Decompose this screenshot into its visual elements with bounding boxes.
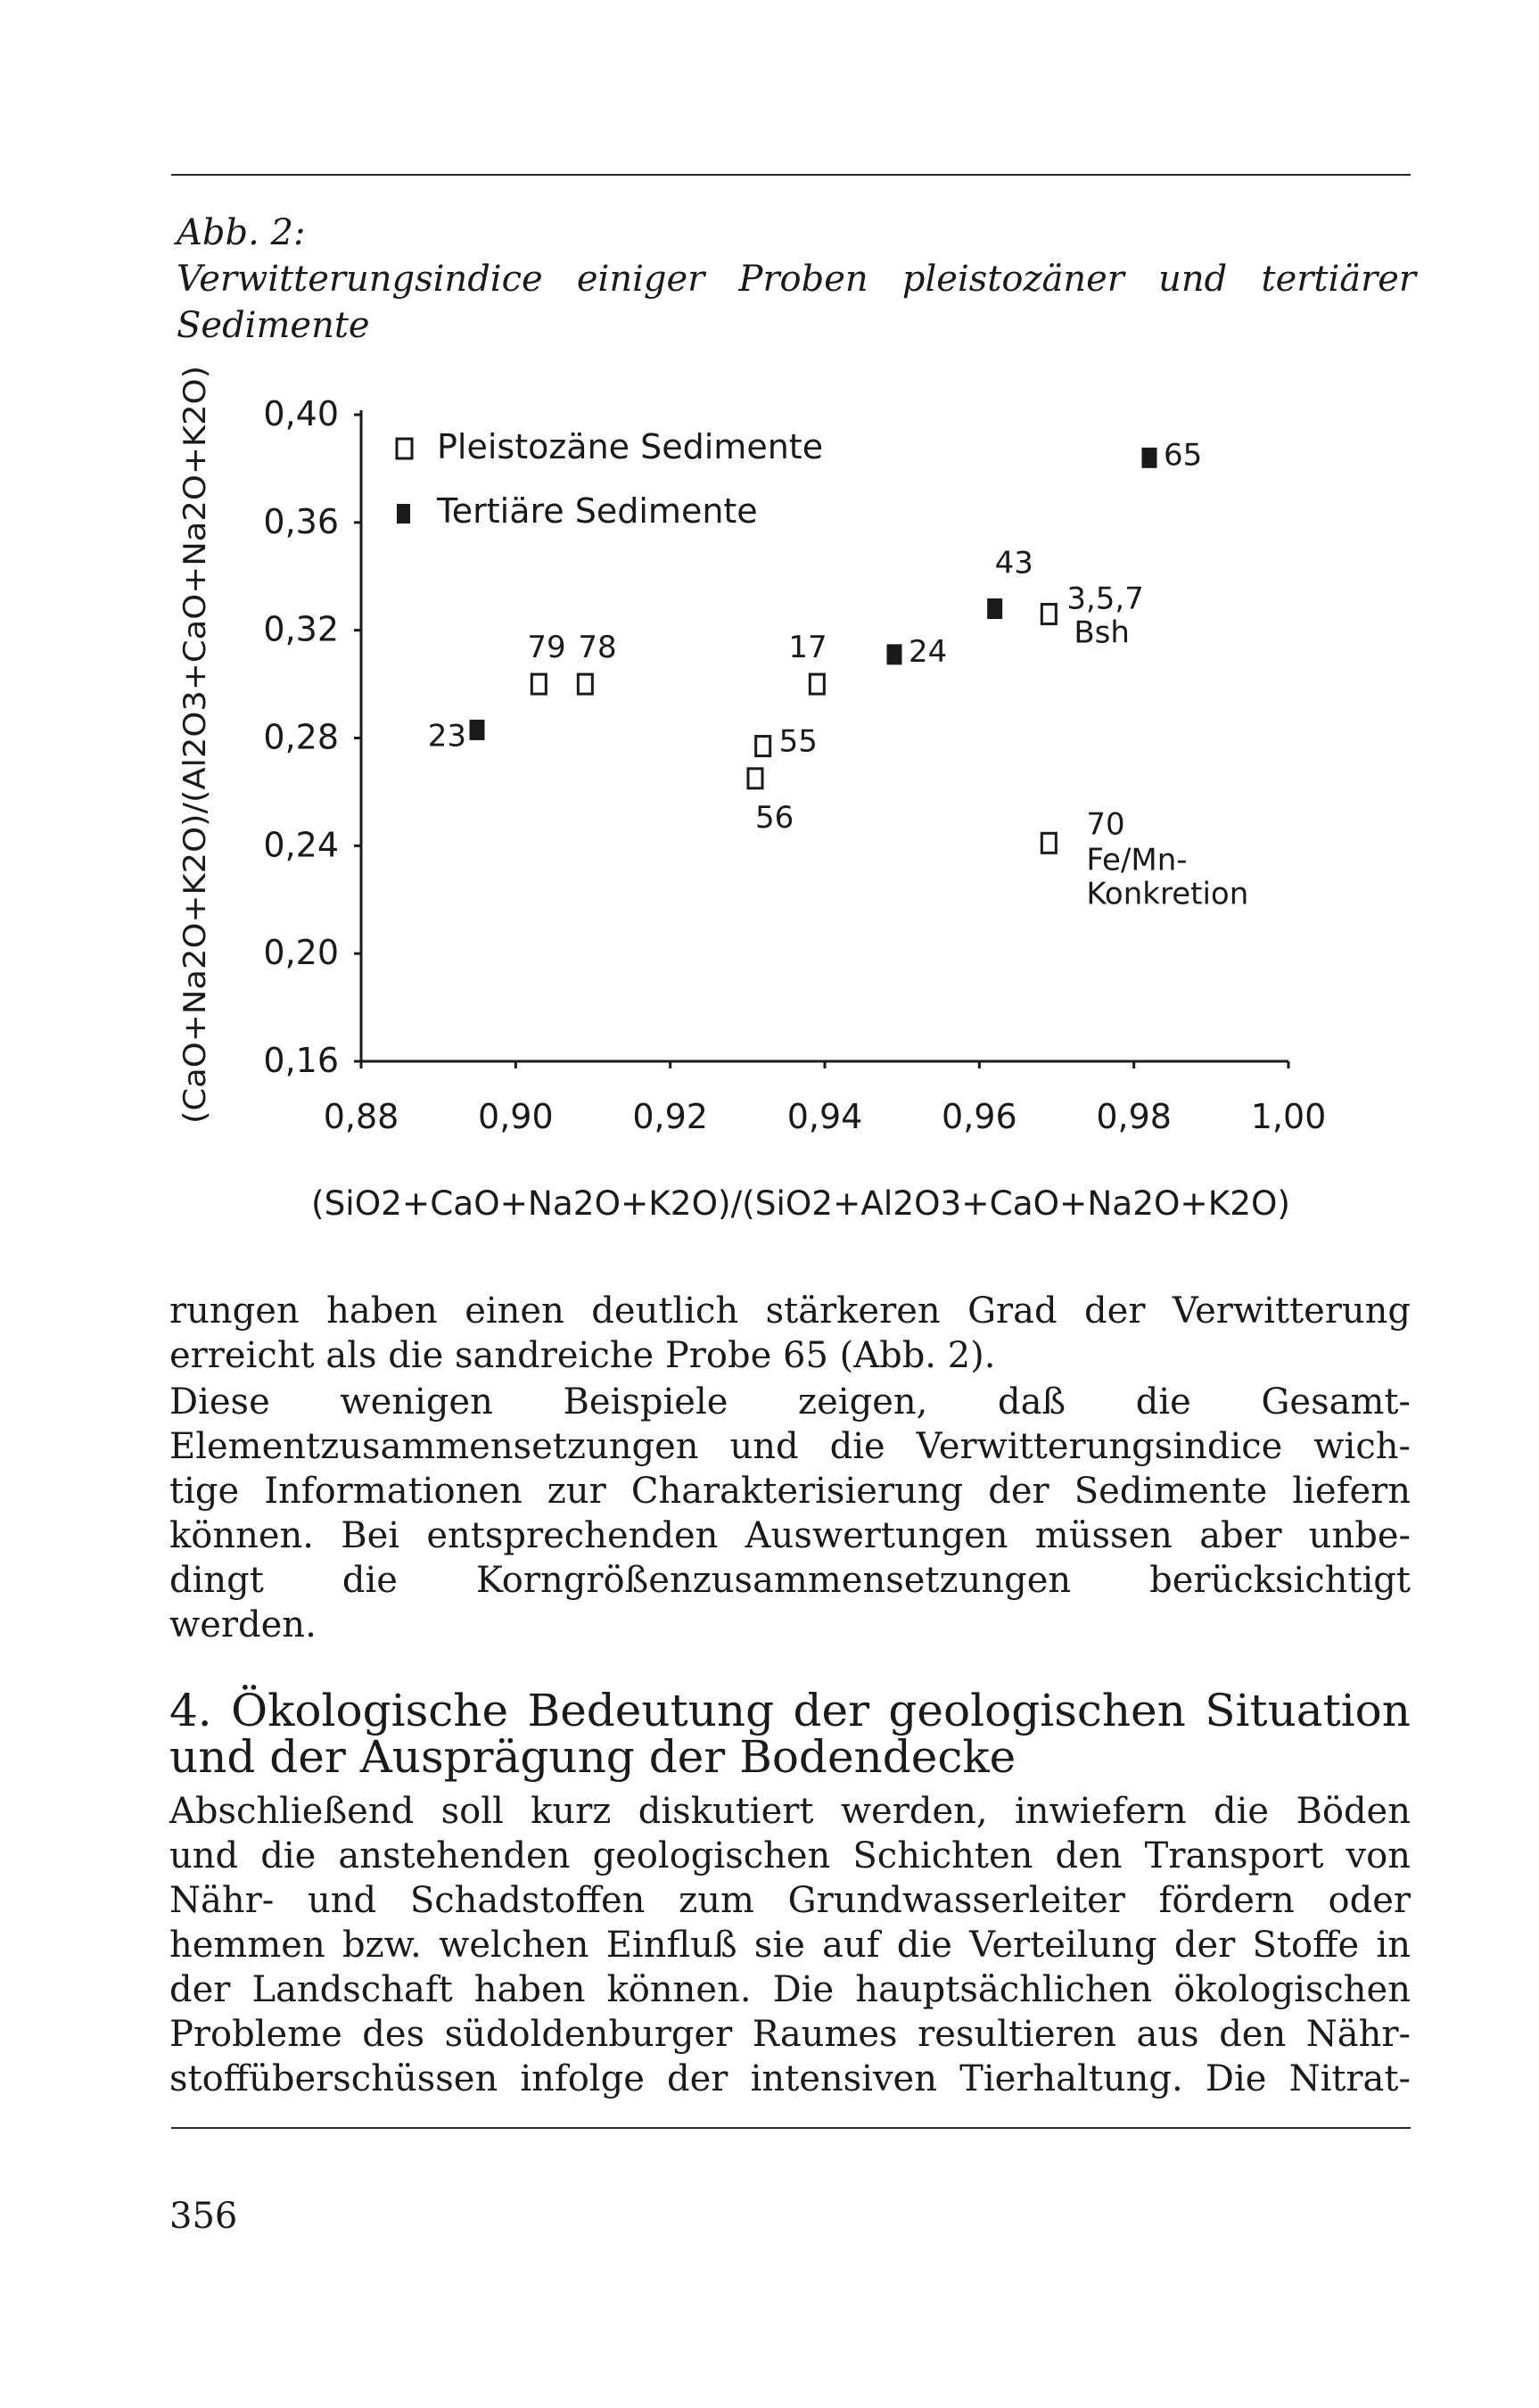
sample-label: 43 xyxy=(994,545,1033,581)
y-tick-label: 0,28 xyxy=(263,717,339,757)
x-tick-label: 0,96 xyxy=(942,1097,1017,1136)
text-line: werden. xyxy=(169,1604,317,1645)
text-line: können. Bei entsprechenden Auswertungen müssen aber unbe- xyxy=(169,1515,1411,1556)
weathering-index-scatter-chart xyxy=(160,366,1355,1249)
pleistozaen-sample-marker xyxy=(810,674,824,694)
pleistozaen-sample-marker xyxy=(1041,833,1056,853)
text-line: rungen haben einen deutlich stärkeren Grad der Verwitterung xyxy=(169,1291,1411,1332)
x-tick-label: 0,88 xyxy=(323,1097,399,1136)
y-tick-label: 0,32 xyxy=(263,609,339,649)
heading-line-1: 4. Ökologische Bedeutung der geologischen Situation xyxy=(169,1685,1411,1736)
paragraph-3 xyxy=(169,1789,1411,2101)
legend-open-square-marker xyxy=(397,439,412,458)
sample-label: 79 xyxy=(527,630,566,666)
sample-label: 23 xyxy=(427,718,466,755)
x-tick-label: 1,00 xyxy=(1250,1097,1327,1136)
text-line: stoffüberschüssen infolge der intensiven Tierhaltung. Die Nitrat- xyxy=(169,2058,1411,2099)
pleistozaen-sample-marker xyxy=(1041,605,1056,624)
y-tick-labels xyxy=(263,394,339,1080)
y-tick-label: 0,16 xyxy=(263,1041,339,1080)
x-tick-labels xyxy=(324,1097,1327,1136)
sample-label: 24 xyxy=(909,633,948,670)
text-line: tige Informationen zur Charakterisierung der Sedimente liefern xyxy=(169,1471,1411,1512)
tertiaer-sample-marker xyxy=(988,599,1002,619)
y-axis-label: (CaO+Na2O+K2O)/(Al2O3+CaO+Na2O+K2O) xyxy=(177,425,213,1124)
text-line: hemmen bzw. welchen Einfluß sie auf die Verteilung der Stoffe in xyxy=(169,1925,1411,1966)
text-line: Probleme des südoldenburger Raumes resultieren aus den Nähr- xyxy=(169,2014,1411,2055)
paragraph-1 xyxy=(169,1289,1411,1378)
y-tick-label: 0,40 xyxy=(263,394,339,433)
sample-label: 56 xyxy=(755,799,794,836)
pleistozaen-sample-marker xyxy=(748,769,762,788)
figure-caption xyxy=(177,210,1416,349)
section-heading xyxy=(169,1685,1411,1783)
legend-tertiaer-label: Tertiäre Sedimente xyxy=(437,491,758,531)
pleistozaen-sample-marker xyxy=(578,674,592,694)
y-tick-label: 0,24 xyxy=(263,825,339,865)
y-tick-label: 0,36 xyxy=(263,501,339,541)
tertiaer-sample-marker xyxy=(887,645,901,664)
text-line: Nähr- und Schadstoffen zum Grundwasserleiter fördern oder xyxy=(169,1880,1411,1921)
text-line: erreicht als die sandreiche Probe 65 (Abb. 2). xyxy=(169,1335,996,1376)
x-tick-label: 0,90 xyxy=(478,1097,554,1136)
x-tick-label: 0,98 xyxy=(1096,1097,1172,1136)
tertiaer-sample-marker xyxy=(1142,448,1156,467)
sample-label: Bsh xyxy=(1074,614,1130,651)
pleistozaen-sample-marker xyxy=(756,737,770,756)
figure-label: Abb. 2: xyxy=(177,212,306,253)
pleistozaen-sample-marker xyxy=(531,674,546,694)
text-line: dingt die Korngrößenzusammensetzungen berücksichtigt xyxy=(169,1560,1411,1601)
x-tick-label: 0,92 xyxy=(632,1097,708,1136)
heading-line-2: und der Ausprägung der Bodendecke xyxy=(169,1731,1016,1783)
text-line: Diese wenigen Beispiele zeigen, daß die Gesamt- xyxy=(169,1381,1411,1423)
x-tick-label: 0,94 xyxy=(786,1097,863,1136)
sample-label: 17 xyxy=(788,630,827,666)
text-line: Elementzusammensetzungen und die Verwitterungsindice wich- xyxy=(169,1426,1411,1467)
page-number: 356 xyxy=(169,2196,238,2237)
text-line: Abschließend soll kurz diskutiert werden, inwiefern die Böden xyxy=(169,1791,1411,1832)
bottom-rule xyxy=(171,2127,1411,2129)
y-tick-label: 0,20 xyxy=(263,933,339,973)
top-rule xyxy=(171,174,1411,176)
sample-label: 3,5,7 xyxy=(1066,581,1144,617)
tertiaer-sample-marker xyxy=(470,720,484,739)
chart-legend xyxy=(397,427,823,531)
sample-label: 65 xyxy=(1164,437,1203,474)
x-axis-label: (SiO2+CaO+Na2O+K2O)/(SiO2+Al2O3+CaO+Na2O+K2O) xyxy=(311,1184,1290,1223)
paragraph-2 xyxy=(169,1380,1411,1647)
sample-label: 78 xyxy=(578,630,617,666)
text-line: der Landschaft haben können. Die hauptsächlichen ökologischen xyxy=(169,1969,1411,2010)
legend-pleistozaen-label: Pleistozäne Sedimente xyxy=(437,427,824,466)
legend-filled-square-marker xyxy=(397,504,410,524)
text-line: und die anstehenden geologischen Schichten den Transport von xyxy=(169,1835,1411,1876)
sample-label: Konkretion xyxy=(1086,876,1249,912)
sample-label: 70 xyxy=(1086,806,1125,843)
sample-label: 55 xyxy=(778,723,818,760)
figure-title-line-2: Sedimente xyxy=(177,305,370,346)
figure-title-line-1: Verwitterungsindice einiger Proben pleistozäner und tertiärer xyxy=(177,259,1416,300)
sample-label: Fe/Mn- xyxy=(1086,842,1188,878)
